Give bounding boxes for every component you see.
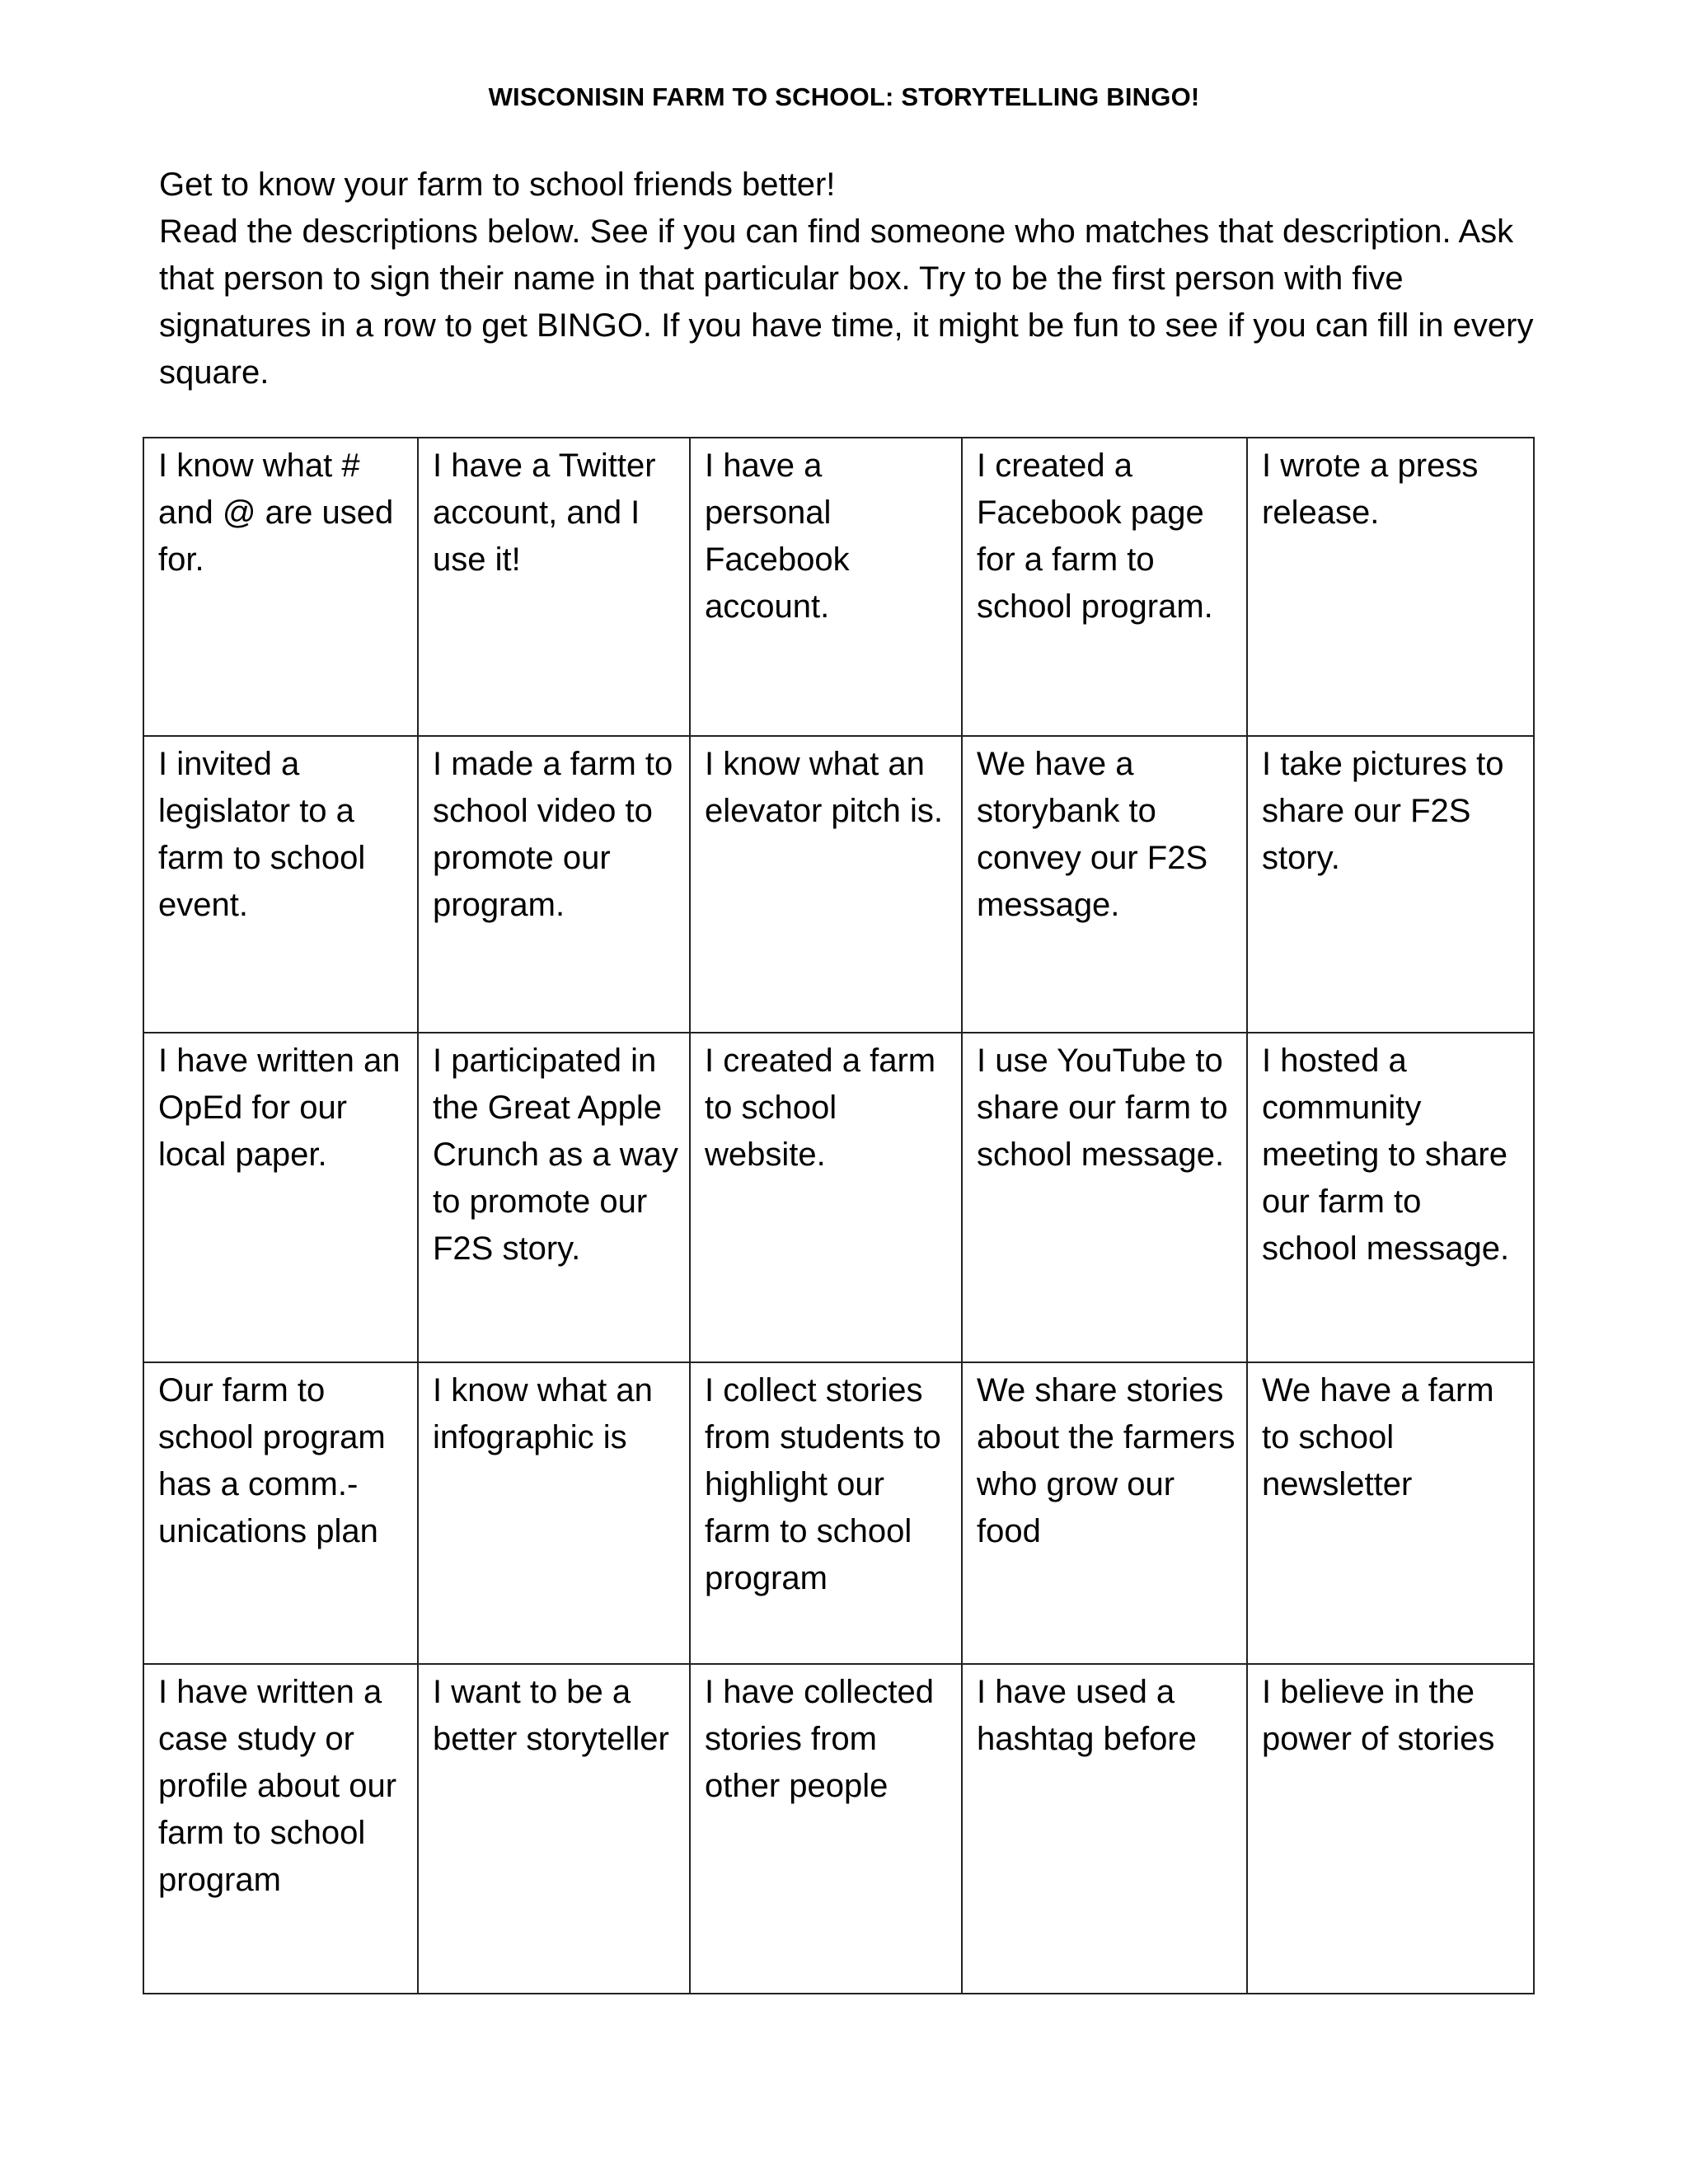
bingo-square[interactable]: I use YouTube to share our farm to school message. [962,1033,1247,1362]
bingo-square[interactable]: Our farm to school program has a comm.-unications plan [143,1362,418,1664]
instructions [159,162,1544,396]
bingo-square[interactable]: I created a Facebook page for a farm to school program. [962,438,1247,736]
bingo-square[interactable]: I know what an elevator pitch is. [690,736,962,1033]
bingo-row [143,1362,1534,1664]
bingo-square[interactable]: I have a Twitter account, and I use it! [418,438,690,736]
bingo-square[interactable]: I have written a case study or profile about our farm to school program [143,1664,418,1994]
bingo-row [143,1664,1534,1994]
bingo-row [143,1033,1534,1362]
bingo-square[interactable]: I want to be a better storyteller [418,1664,690,1994]
bingo-row [143,438,1534,736]
bingo-square[interactable]: We have a storybank to convey our F2S message. [962,736,1247,1033]
bingo-square[interactable]: I know what # and @ are used for. [143,438,418,736]
bingo-row [143,736,1534,1033]
bingo-square[interactable]: I collect stories from students to highlight our farm to school program [690,1362,962,1664]
bingo-square[interactable]: I believe in the power of stories [1247,1664,1534,1994]
bingo-square[interactable]: I take pictures to share our F2S story. [1247,736,1534,1033]
bingo-square[interactable]: I made a farm to school video to promote our program. [418,736,690,1033]
bingo-square[interactable]: I wrote a press release. [1247,438,1534,736]
bingo-square[interactable]: I participated in the Great Apple Crunch as a way to promote our F2S story. [418,1033,690,1362]
bingo-square[interactable]: We share stories about the farmers who grow our food [962,1362,1247,1664]
page-title: WISCONISIN FARM TO SCHOOL: STORYTELLING BINGO! [488,82,1200,111]
bingo-square[interactable]: I have written an OpEd for our local paper. [143,1033,418,1362]
bingo-square[interactable]: I invited a legislator to a farm to school event. [143,736,418,1033]
bingo-square[interactable]: I know what an infographic is [418,1362,690,1664]
bingo-square[interactable]: I hosted a community meeting to share our farm to school message. [1247,1033,1534,1362]
bingo-square[interactable]: I created a farm to school website. [690,1033,962,1362]
bingo-square[interactable]: I have a personal Facebook account. [690,438,962,736]
bingo-square[interactable]: I have used a hashtag before [962,1664,1247,1994]
bingo-square[interactable]: We have a farm to school newsletter [1247,1362,1534,1664]
bingo-card [143,437,1535,1994]
intro-line: Get to know your farm to school friends better! [159,166,836,203]
instructions-text: Read the descriptions below. See if you can find someone who matches that description. Ask that person to sign their name in that particular box. Try to be the first person with five signatures in a row to get BINGO. If you have time, it might be fun to see if you can fill in every square. [159,213,1534,391]
bingo-square[interactable]: I have collected stories from other people [690,1664,962,1994]
